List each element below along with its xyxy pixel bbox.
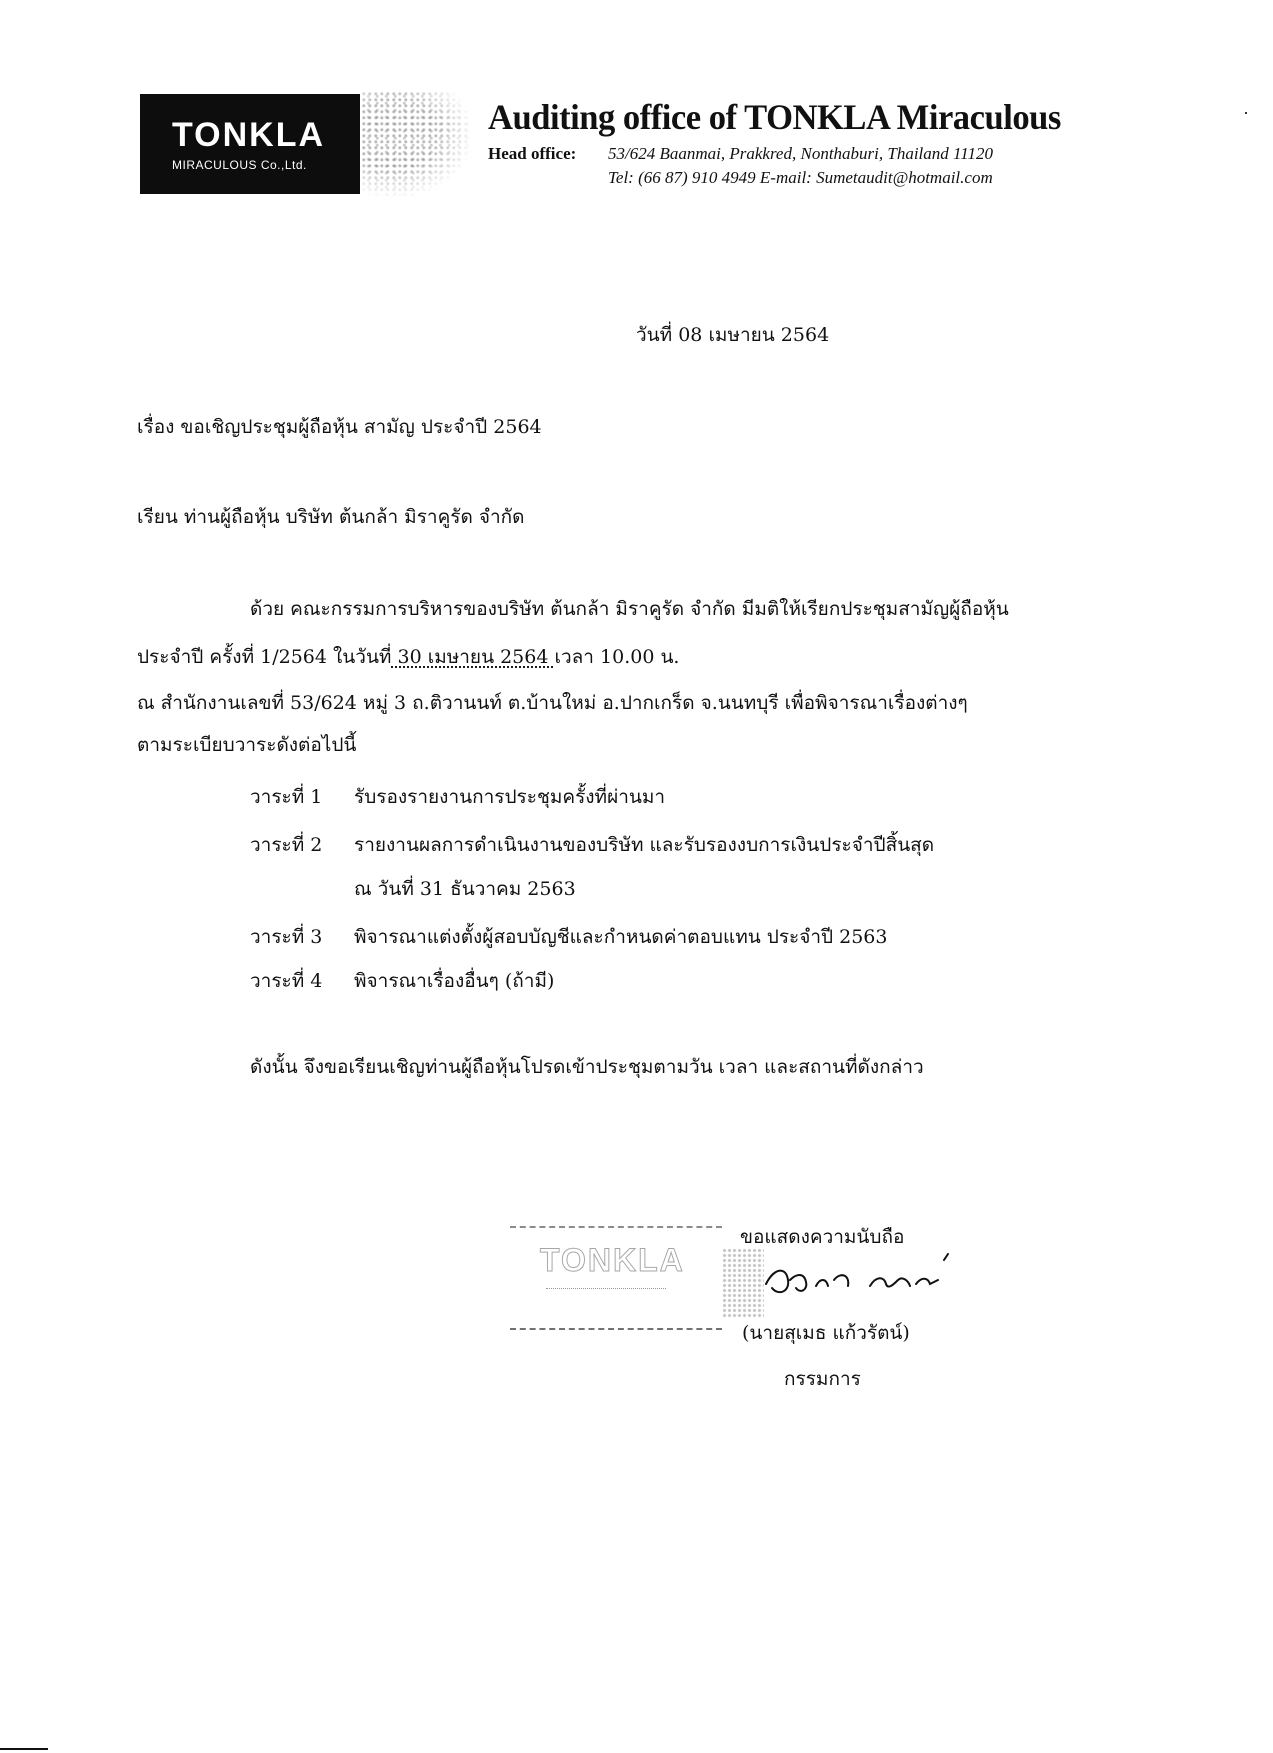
agenda-text: รายงานผลการดำเนินงานของบริษัท และรับรองงบการเงินประจำปีสิ้นสุด bbox=[354, 834, 935, 856]
signature-regards: ขอแสดงความนับถือ bbox=[740, 1226, 905, 1248]
letter-subject: เรื่อง ขอเชิญประชุมผู้ถือหุ้น สามัญ ประจำปี 2564 bbox=[137, 416, 542, 438]
body-line-4: ตามระเบียบวาระดังต่อไปนี้ bbox=[137, 734, 357, 756]
body-line-2 bbox=[137, 648, 679, 667]
handwritten-signature bbox=[760, 1250, 960, 1310]
body-line-2-prefix: ประจำปี ครั้งที่ 1/2564 ในวันที่ bbox=[137, 646, 392, 668]
signatory-name: (นายสุเมธ แก้วรัตน์) bbox=[742, 1322, 910, 1344]
stamp-texture bbox=[722, 1248, 764, 1318]
meeting-date: 30 เมษายน 2564 bbox=[391, 646, 555, 668]
logo-texture bbox=[362, 92, 470, 196]
signatory-title: กรรมการ bbox=[784, 1368, 861, 1390]
agenda-label: วาระที่ 1 bbox=[250, 786, 323, 808]
stamp-wordmark: TONKLA bbox=[540, 1242, 685, 1278]
letter-date: วันที่ 08 เมษายน 2564 bbox=[636, 324, 830, 346]
agenda-label: วาระที่ 2 bbox=[250, 834, 323, 856]
agenda-text-continued: ณ วันที่ 31 ธันวาคม 2563 bbox=[354, 878, 576, 900]
scan-dot bbox=[1245, 112, 1247, 114]
letter-salutation: เรียน ท่านผู้ถือหุ้น บริษัท ต้นกล้า มิราคูรัด จำกัด bbox=[137, 506, 525, 528]
agenda-text: รับรองรายงานการประชุมครั้งที่ผ่านมา bbox=[354, 786, 666, 808]
agenda-label: วาระที่ 4 bbox=[250, 970, 323, 992]
head-office-label: Head office: bbox=[488, 144, 577, 163]
agenda-text: พิจารณาเรื่องอื่นๆ (ถ้ามี) bbox=[354, 970, 555, 992]
body-line-3: ณ สำนักงานเลขที่ 53/624 หมู่ 3 ถ.ติวานนท์ ต.บ้านใหม่ อ.ปากเกร็ด จ.นนทบุรี เพื่อพิจารณาเรื่องต่างๆ bbox=[137, 692, 968, 714]
company-title: Auditing office of TONKLA Miraculous bbox=[488, 97, 1061, 137]
body-line-1: ด้วย คณะกรรมการบริหารของบริษัท ต้นกล้า มิราคูรัด จำกัด มีมติให้เรียกประชุมสามัญผู้ถือหุ้น bbox=[250, 598, 1009, 620]
closing-line: ดังนั้น จึงขอเรียนเชิญท่านผู้ถือหุ้นโปรดเข้าประชุมตามวัน เวลา และสถานที่ดังกล่าว bbox=[250, 1056, 924, 1078]
head-office-address: 53/624 Baanmai, Prakkred, Nonthaburi, Thailand 11120 bbox=[608, 144, 994, 163]
logo-wordmark: TONKLA bbox=[172, 116, 326, 154]
agenda-text: พิจารณาแต่งตั้งผู้สอบบัญชีและกำหนดค่าตอบแทน ประจำปี 2563 bbox=[354, 926, 888, 948]
company-stamp bbox=[510, 1226, 722, 1330]
body-line-2-suffix: เวลา 10.00 น. bbox=[554, 646, 680, 668]
agenda-label: วาระที่ 3 bbox=[250, 926, 323, 948]
footer-rule bbox=[0, 1748, 48, 1750]
company-logo bbox=[140, 94, 360, 194]
stamp-rule bbox=[546, 1288, 666, 1299]
head-office-contact: Tel: (66 87) 910 4949 E-mail: Sumetaudit@hotmail.com bbox=[608, 168, 993, 187]
logo-subtitle: MIRACULOUS Co.,Ltd. bbox=[172, 158, 307, 172]
